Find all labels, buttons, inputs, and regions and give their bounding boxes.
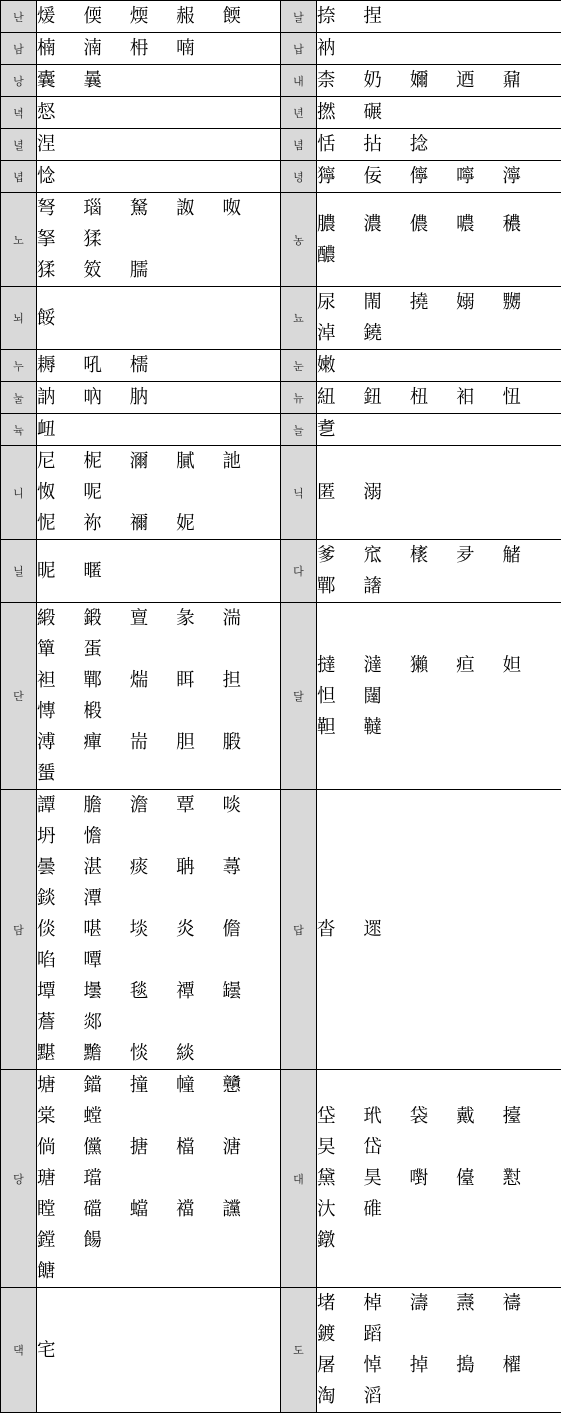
right-reading-cell: 대 <box>281 1070 317 1288</box>
left-characters-cell <box>37 287 281 350</box>
table-row <box>1 33 561 65</box>
character-line: 宅 <box>37 1335 280 1366</box>
left-reading-cell: 눌 <box>1 382 37 414</box>
character-line: 餹 <box>37 1256 280 1287</box>
character-line: 耨 吼 檽 <box>37 350 280 381</box>
left-characters-cell <box>37 33 281 65</box>
character-line: 煖 偄 煗 赧 餪 <box>37 1 280 32</box>
character-line: 撚 碾 <box>317 97 561 128</box>
left-characters-cell <box>37 193 281 287</box>
left-characters-cell <box>37 129 281 161</box>
right-characters-cell <box>317 97 561 129</box>
character-line: 衲 <box>317 33 561 64</box>
right-characters-cell <box>317 65 561 97</box>
left-characters-cell <box>37 161 281 193</box>
character-line: 餒 <box>37 303 280 334</box>
character-line: 墰 壜 毯 禫 罎 薝 郯 <box>37 976 280 1038</box>
left-characters-cell <box>37 1 281 33</box>
character-line: 屠 悼 掉 搗 櫂 淘 滔 <box>317 1350 561 1412</box>
left-characters-cell <box>37 790 281 1070</box>
left-reading-cell: 댁 <box>1 1288 37 1413</box>
table-row <box>1 161 561 193</box>
table-row <box>1 97 561 129</box>
left-characters-cell <box>37 65 281 97</box>
right-characters-cell <box>317 287 561 350</box>
right-characters-cell <box>317 129 561 161</box>
left-reading-cell: 담 <box>1 790 37 1070</box>
character-line: 靼 韃 <box>317 712 561 743</box>
table-row <box>1 193 561 287</box>
left-reading-cell: 단 <box>1 603 37 790</box>
character-line: 譚 膽 澹 覃 啖 坍 憺 <box>37 790 280 852</box>
character-line: 涅 <box>37 129 280 160</box>
table-row <box>1 540 561 603</box>
left-characters-cell <box>37 1288 281 1413</box>
character-line: 衄 <box>37 414 280 445</box>
table-row <box>1 1070 561 1288</box>
character-line: 猱 笯 臑 <box>37 255 280 286</box>
right-reading-cell: 뉴 <box>281 382 317 414</box>
table-row <box>1 446 561 540</box>
character-line: 黛 昊 嚉 儓 懟 汏 碓 <box>317 1163 561 1225</box>
character-line: 匿 溺 <box>317 477 561 508</box>
right-reading-cell: 닉 <box>281 446 317 540</box>
character-line: 乽 <box>317 414 561 445</box>
character-line: 爹 窊 橠 夛 觰 鄲 譇 <box>317 540 561 602</box>
character-line: 曇 湛 痰 聃 蕁 錟 潭 <box>37 852 280 914</box>
right-characters-cell <box>317 540 561 603</box>
left-reading-cell: 녑 <box>1 161 37 193</box>
left-reading-cell: 낭 <box>1 65 37 97</box>
character-line: 獰 佞 儜 嚀 濘 <box>317 161 561 192</box>
character-line: 楠 湳 枏 喃 <box>37 33 280 64</box>
right-characters-cell <box>317 193 561 287</box>
character-line: 堵 棹 濤 燾 禱 鍍 蹈 <box>317 1288 561 1350</box>
right-characters-cell <box>317 1070 561 1288</box>
right-reading-cell: 날 <box>281 1 317 33</box>
left-reading-cell: 니 <box>1 446 37 540</box>
character-line: 捺 捏 <box>317 1 561 32</box>
character-line: 袒 鄲 煓 眲 担 慱 椴 <box>37 665 280 727</box>
character-line: 紐 鈕 杻 衵 忸 <box>317 382 561 413</box>
right-characters-cell <box>317 161 561 193</box>
left-reading-cell: 누 <box>1 350 37 382</box>
right-reading-cell: 내 <box>281 65 317 97</box>
left-characters-cell <box>37 540 281 603</box>
right-characters-cell <box>317 350 561 382</box>
table-row <box>1 350 561 382</box>
character-line: 膿 濃 儂 噥 穠 醲 <box>317 209 561 271</box>
left-characters-cell <box>37 446 281 540</box>
character-line: 塘 鐺 撞 幢 戇 棠 螳 <box>37 1070 280 1132</box>
right-reading-cell: 념 <box>281 129 317 161</box>
right-reading-cell: 납 <box>281 33 317 65</box>
character-line: 撻 澾 獺 疸 妲 怛 闥 <box>317 650 561 712</box>
left-reading-cell: 닐 <box>1 540 37 603</box>
character-line: 恬 拈 捻 <box>317 129 561 160</box>
character-line: 惄 <box>37 97 280 128</box>
character-line: 尿 閙 撓 嫋 嬲 淖 鐃 <box>317 287 561 349</box>
left-characters-cell <box>37 97 281 129</box>
table-row <box>1 414 561 446</box>
character-line: 怩 祢 禰 妮 <box>37 508 280 539</box>
right-characters-cell <box>317 382 561 414</box>
left-reading-cell: 당 <box>1 1070 37 1288</box>
table-row <box>1 382 561 414</box>
character-line: 鐓 <box>317 1225 561 1256</box>
right-reading-cell: 달 <box>281 603 317 790</box>
left-reading-cell: 남 <box>1 33 37 65</box>
left-characters-cell <box>37 350 281 382</box>
character-line: 尼 柅 濔 膩 訑 怓 呢 <box>37 446 280 508</box>
character-line: 弩 瑙 駑 詉 呶 拏 猱 <box>37 193 280 255</box>
table-body <box>1 1 561 1413</box>
right-reading-cell: 녕 <box>281 161 317 193</box>
left-reading-cell: 뇌 <box>1 287 37 350</box>
table-row <box>1 1 561 33</box>
left-reading-cell: 노 <box>1 193 37 287</box>
right-characters-cell <box>317 790 561 1070</box>
right-characters-cell <box>317 414 561 446</box>
table-row <box>1 129 561 161</box>
character-line: 倓 啿 埮 炎 儋 啗 嘾 <box>37 914 280 976</box>
character-line: 沓 遝 <box>317 914 561 945</box>
right-reading-cell: 늘 <box>281 414 317 446</box>
character-line: 嫩 <box>317 350 561 381</box>
character-line: 緞 鍛 亶 彖 湍 簞 蛋 <box>37 603 280 665</box>
right-reading-cell: 뇨 <box>281 287 317 350</box>
character-line: 垈 玳 袋 戴 擡 旲 岱 <box>317 1101 561 1163</box>
character-line: 囊 曩 <box>37 65 280 96</box>
right-reading-cell: 다 <box>281 540 317 603</box>
left-reading-cell: 난 <box>1 1 37 33</box>
left-reading-cell: 녈 <box>1 129 37 161</box>
left-characters-cell <box>37 414 281 446</box>
right-characters-cell <box>317 1 561 33</box>
table-row <box>1 65 561 97</box>
right-reading-cell: 눈 <box>281 350 317 382</box>
character-line: 瞠 礑 蟷 襠 讜 鏜 餳 <box>37 1194 280 1256</box>
left-characters-cell <box>37 603 281 790</box>
left-reading-cell: 녁 <box>1 97 37 129</box>
table-row <box>1 1288 561 1413</box>
table-row <box>1 603 561 790</box>
table-row <box>1 790 561 1070</box>
right-reading-cell: 도 <box>281 1288 317 1413</box>
character-line: 倘 儻 搪 檔 溏 瑭 璫 <box>37 1132 280 1194</box>
right-characters-cell <box>317 603 561 790</box>
right-characters-cell <box>317 446 561 540</box>
right-reading-cell: 답 <box>281 790 317 1070</box>
character-line: 惗 <box>37 161 280 192</box>
right-reading-cell: 농 <box>281 193 317 287</box>
left-characters-cell <box>37 382 281 414</box>
character-line: 溥 癉 耑 胆 腶 蜑 <box>37 727 280 789</box>
character-line: 柰 奶 嬭 迺 鼐 <box>317 65 561 96</box>
character-line: 訥 吶 肭 <box>37 382 280 413</box>
left-characters-cell <box>37 1070 281 1288</box>
right-reading-cell: 년 <box>281 97 317 129</box>
character-line: 昵 暱 <box>37 556 280 587</box>
table-row <box>1 287 561 350</box>
character-line: 黮 黵 惔 緂 <box>37 1038 280 1069</box>
right-characters-cell <box>317 33 561 65</box>
left-reading-cell: 뉵 <box>1 414 37 446</box>
right-characters-cell <box>317 1288 561 1413</box>
